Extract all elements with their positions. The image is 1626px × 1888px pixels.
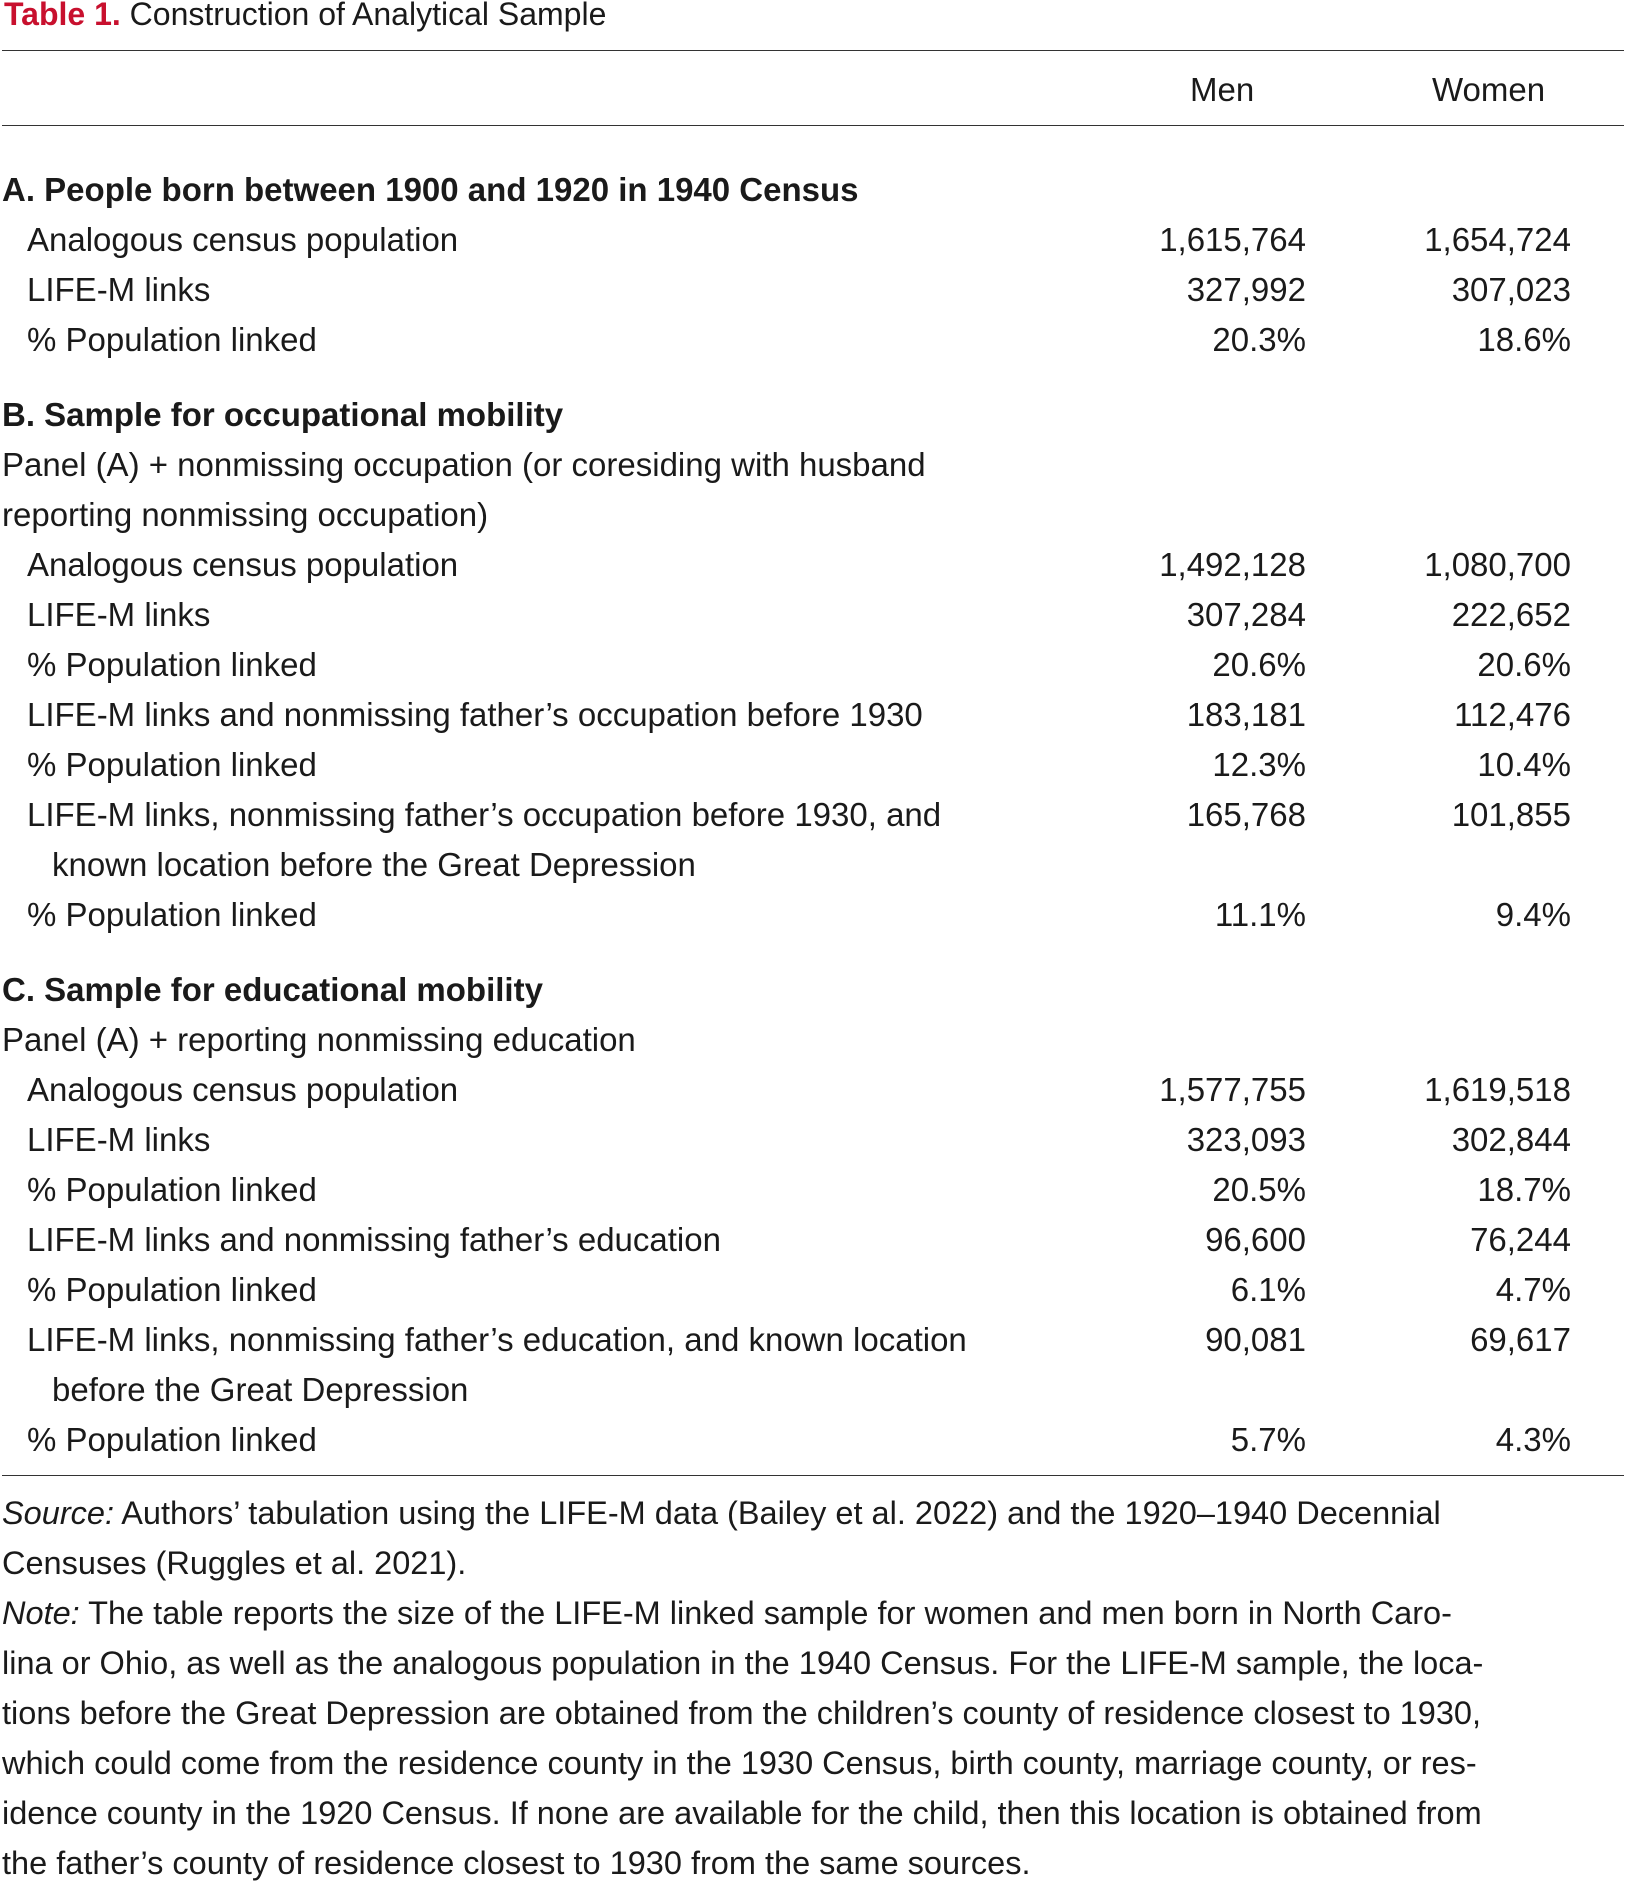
table-row	[0, 890, 1626, 940]
note-line2: lina or Ohio, as well as the analogous population in the 1940 Census. For the LIFE-M sample, the loca-	[2, 1645, 1484, 1681]
table-row	[0, 640, 1626, 690]
row-label: Analogous census population	[27, 221, 459, 258]
note-line1-wrap	[2, 1588, 1622, 1638]
panel-b-desc-line1: Panel (A) + nonmissing occupation (or coresiding with husband	[2, 446, 926, 483]
table-row	[0, 1215, 1626, 1265]
row-label: LIFE-M links	[27, 271, 211, 308]
table-row	[0, 1165, 1626, 1215]
table-row	[0, 540, 1626, 590]
women-value: 18.6%	[1477, 321, 1571, 358]
panel-b-heading: B. Sample for occupational mobility	[2, 396, 564, 433]
women-value: 222,652	[1451, 596, 1571, 633]
source-line1: Authors’ tabulation using the LIFE-M data (Bailey et al. 2022) and the 1920–1940 Decennial	[114, 1495, 1441, 1531]
men-value: 183,181	[1186, 696, 1306, 733]
note-line3: tions before the Great Depression are obtained from the children’s county of residence closest to 1930,	[2, 1695, 1482, 1731]
women-value: 1,080,700	[1424, 546, 1571, 583]
row-label: LIFE-M links and nonmissing father’s education	[27, 1221, 721, 1258]
row-label: LIFE-M links and nonmissing father’s occupation before 1930	[27, 696, 923, 733]
women-value: 10.4%	[1477, 746, 1571, 783]
source-note	[2, 1488, 1622, 1538]
table-row	[0, 740, 1626, 790]
men-value: 1,577,755	[1159, 1071, 1306, 1108]
table-row	[0, 590, 1626, 640]
table-row	[0, 315, 1626, 365]
row-label: LIFE-M links, nonmissing father’s occupation before 1930, and	[27, 796, 942, 833]
men-value: 165,768	[1186, 796, 1306, 833]
women-value: 76,244	[1470, 1221, 1571, 1258]
women-value: 101,855	[1451, 796, 1571, 833]
row-label: Analogous census population	[27, 1071, 459, 1108]
table-caption-title: Construction of Analytical Sample	[129, 0, 607, 32]
women-value: 9.4%	[1495, 896, 1571, 933]
note-label: Note:	[2, 1595, 80, 1631]
column-header-men: Men	[1190, 71, 1255, 108]
column-header-women: Women	[1432, 71, 1546, 108]
men-value: 307,284	[1186, 596, 1306, 633]
men-value: 323,093	[1186, 1121, 1306, 1158]
men-value: 327,992	[1186, 271, 1306, 308]
women-value: 4.3%	[1495, 1421, 1571, 1458]
men-value: 12.3%	[1212, 746, 1306, 783]
row-label: % Population linked	[27, 646, 317, 683]
note-line1: The table reports the size of the LIFE-M linked sample for women and men born in North Caro-	[79, 1595, 1452, 1631]
women-value: 1,619,518	[1424, 1071, 1571, 1108]
table-row	[0, 1265, 1626, 1315]
source-line2: Censuses (Ruggles et al. 2021).	[2, 1545, 467, 1581]
men-value: 20.3%	[1212, 321, 1306, 358]
source-label: Source:	[2, 1495, 115, 1531]
women-value: 1,654,724	[1424, 221, 1571, 258]
women-value: 69,617	[1470, 1321, 1571, 1358]
row-label: Analogous census population	[27, 546, 459, 583]
table-caption	[4, 0, 606, 34]
row-label-continued: known location before the Great Depression	[52, 846, 696, 883]
table-row-continuation	[0, 1365, 1626, 1415]
men-value: 1,615,764	[1159, 221, 1306, 258]
panel-c-description	[0, 1015, 1626, 1065]
table-row	[0, 790, 1626, 840]
panel-a-heading: A. People born between 1900 and 1920 in 1940 Census	[2, 171, 859, 208]
table-row	[0, 265, 1626, 315]
women-value: 20.6%	[1477, 646, 1571, 683]
note-line4: which could come from the residence county in the 1930 Census, birth county, marriage county, or res-	[2, 1745, 1477, 1781]
row-label: % Population linked	[27, 896, 317, 933]
table-caption-label: Table 1.	[4, 0, 121, 32]
women-value: 18.7%	[1477, 1171, 1571, 1208]
table-row	[0, 1315, 1626, 1365]
women-value: 4.7%	[1495, 1271, 1571, 1308]
men-value: 5.7%	[1230, 1421, 1306, 1458]
men-value: 1,492,128	[1159, 546, 1306, 583]
men-value: 96,600	[1205, 1221, 1306, 1258]
row-label: % Population linked	[27, 1421, 317, 1458]
men-value: 11.1%	[1214, 896, 1306, 933]
bottom-rule	[2, 1475, 1624, 1476]
panel-b-description	[0, 440, 1626, 490]
table-row-continuation	[0, 840, 1626, 890]
note-line6: the father’s county of residence closest to 1930 from the same sources.	[2, 1845, 1031, 1881]
table-row	[0, 1115, 1626, 1165]
men-value: 90,081	[1205, 1321, 1306, 1358]
men-value: 20.6%	[1212, 646, 1306, 683]
table-row	[0, 1065, 1626, 1115]
table-row	[0, 690, 1626, 740]
row-label: LIFE-M links, nonmissing father’s education, and known location	[27, 1321, 967, 1358]
table-notes	[2, 1488, 1622, 1888]
panel-c-heading: C. Sample for educational mobility	[2, 971, 543, 1008]
top-rule	[2, 50, 1624, 51]
men-value: 6.1%	[1230, 1271, 1306, 1308]
panel-b-desc-line2: reporting nonmissing occupation)	[2, 496, 489, 533]
row-label-continued: before the Great Depression	[52, 1371, 469, 1408]
row-label: % Population linked	[27, 321, 317, 358]
women-value: 302,844	[1451, 1121, 1571, 1158]
men-value: 20.5%	[1212, 1171, 1306, 1208]
row-label: LIFE-M links	[27, 1121, 211, 1158]
panel-b-description-cont	[0, 490, 1626, 540]
row-label: LIFE-M links	[27, 596, 211, 633]
row-label: % Population linked	[27, 746, 317, 783]
women-value: 112,476	[1454, 696, 1571, 733]
table-row	[0, 1415, 1626, 1465]
table-row	[0, 215, 1626, 265]
row-label: % Population linked	[27, 1171, 317, 1208]
note-line5: idence county in the 1920 Census. If none are available for the child, then this location is obtained from	[2, 1795, 1482, 1831]
row-label: % Population linked	[27, 1271, 317, 1308]
women-value: 307,023	[1451, 271, 1571, 308]
header-rule	[2, 125, 1624, 126]
panel-c-desc-line1: Panel (A) + reporting nonmissing education	[2, 1021, 636, 1058]
